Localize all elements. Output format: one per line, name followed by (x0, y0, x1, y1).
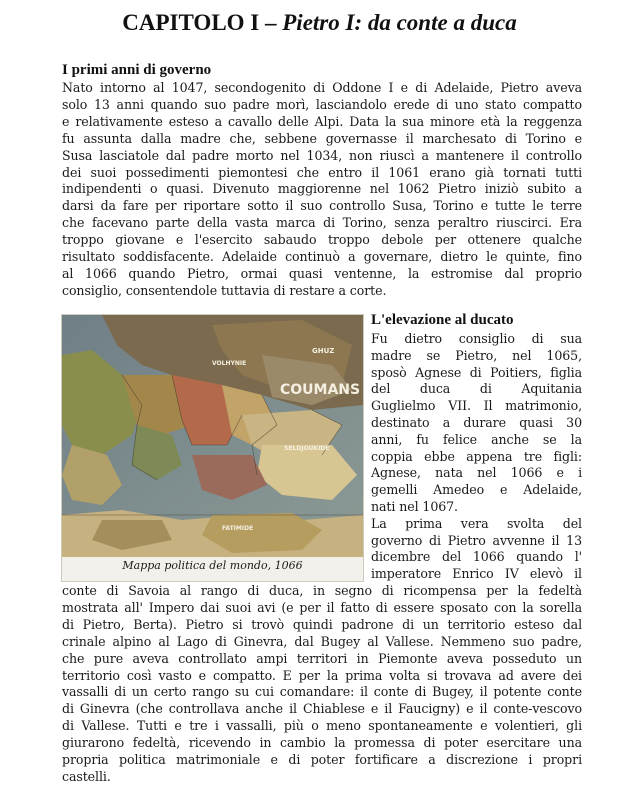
text-line: Nato intorno al 1047, secondogenito di Oddone I e di Adelaide, Pietro aveva (62, 80, 582, 95)
text-line: consiglio, consentendole tuttavia di restare a corte. (62, 282, 387, 298)
text-line: di Pietro, Berta). Pietro si trovò quindi padrone di un territorio esteso dal (62, 616, 582, 632)
chapter-title (0, 10, 639, 36)
text-line: sposò Agnese di Poitiers, figlia (371, 364, 582, 380)
text-line: mostrata all' Impero dai suoi avi (e per il fatto di essere sposato con la sorella (62, 599, 582, 615)
text-line: nati nel 1067. (371, 499, 458, 514)
text-line: Susa lasciatole dal padre morto nel 1034, non riuscì a mantenere il controllo (62, 147, 582, 163)
text-line: imperatore Enrico IV elevò il (371, 566, 582, 582)
map-label-cumans: COUMANS (280, 382, 361, 398)
text-line: Guglielmo VII. Il matrimonio, (371, 398, 582, 414)
world-map-image (62, 315, 363, 557)
map-label-fatimide: FATIMIDE (222, 525, 254, 532)
text-line: Agnese, nata nel 1066 e i (371, 465, 582, 481)
text-line: fu assunta dalla madre che, sebbene governasse il marchesato di Torino e (62, 130, 582, 146)
text-line: del duca di Aquitania (371, 381, 582, 397)
chapter-title-italic: Pietro I: da conte a duca (282, 10, 517, 35)
text-line: crinale alpino al Lago di Ginevra, dal Bugey al Vallese. Nemmeno suo padre, (62, 633, 582, 649)
text-line: destinato a durare quasi 30 (371, 415, 582, 430)
text-line: conte di Savoia al rango di duca, in segno di ricompensa per la fedeltà (62, 583, 582, 598)
text-line: madre se Pietro, nel 1065, (371, 347, 582, 363)
text-line: gemelli Amedeo e Adelaide, (371, 482, 582, 498)
map-label-volhynie: VOLHYNIE (212, 360, 247, 367)
text-line: dei suoi possedimenti piemontesi che entro il 1061 erano già tornati tutti (62, 164, 582, 180)
text-line: al 1066 quando Pietro, ormai quasi ventenne, la estromise dal proprio (62, 265, 582, 281)
map-label-ghuz: GHUZ (312, 347, 335, 355)
map-caption: Mappa politica del mondo, 1066 (122, 559, 303, 572)
map-figure (61, 314, 364, 582)
text-line: castelli. (62, 768, 111, 784)
text-line: darsi da fare per riportare sotto il suo controllo Susa, Torino e tutte le terre (62, 198, 582, 214)
text-line: e relativamente esteso a cavallo delle Alpi. Data la sua minore età la reggenza (62, 113, 582, 129)
text-line: giurarono fedeltà, ricevendo in cambio la promessa di poter esercitare una (62, 735, 582, 751)
section-heading-duchy: L'elevazione al ducato (371, 312, 514, 328)
map-label-seljuk: SELDJOUKIDE (284, 445, 330, 452)
text-line: indipendenti o quasi. Divenuto maggiorenne nel 1062 Pietro iniziò subito a (62, 181, 582, 197)
text-line: Fu dietro consiglio di sua (371, 331, 582, 346)
text-line: coppia ebbe appena tre figli: (371, 448, 582, 464)
text-line: troppo giovane e l'esercito sabaudo troppo debole per ottenere qualche (62, 232, 582, 248)
text-line: anni, fu felice anche se la (371, 431, 582, 447)
text-line: di Ginevra (che controllava anche il Chiablese e il Faucigny) e il conte-vescovo (62, 701, 582, 717)
text-line: governo di Pietro avvenne il 13 (371, 532, 582, 548)
text-line: vassalli di un certo rango su cui comandare: il conte di Bugey, il potente conte (62, 684, 582, 700)
chapter-title-prefix: CAPITOLO I – (122, 10, 283, 35)
text-line: dicembre del 1066 quando l' (371, 549, 582, 565)
text-line: risultato soddisfacente. Adelaide continuò a governare, dietro le quinte, fino (62, 249, 582, 264)
text-line: La prima vera svolta del (371, 515, 582, 531)
text-line: che facevano parte della vasta marca di Torino, senza peraltro riuscirci. Era (62, 215, 582, 231)
section-heading-early-years: I primi anni di governo (62, 62, 212, 78)
text-line: che pure aveva controllato ampi territori in Piemonte aveva posseduto un (62, 650, 582, 666)
text-line: di Vallese. Tutti e tre i vassalli, più o meno spontaneamente e volentieri, gli (62, 718, 582, 734)
text-line: solo 13 anni quando suo padre morì, lasciandolo erede di uno stato compatto (62, 96, 582, 112)
text-line: territorio così vasto e compatto. E per la prima volta si trovava ad avere dei (62, 667, 582, 683)
text-line: propria politica matrimoniale e di poter fortificare a discrezione i propri (62, 752, 582, 767)
